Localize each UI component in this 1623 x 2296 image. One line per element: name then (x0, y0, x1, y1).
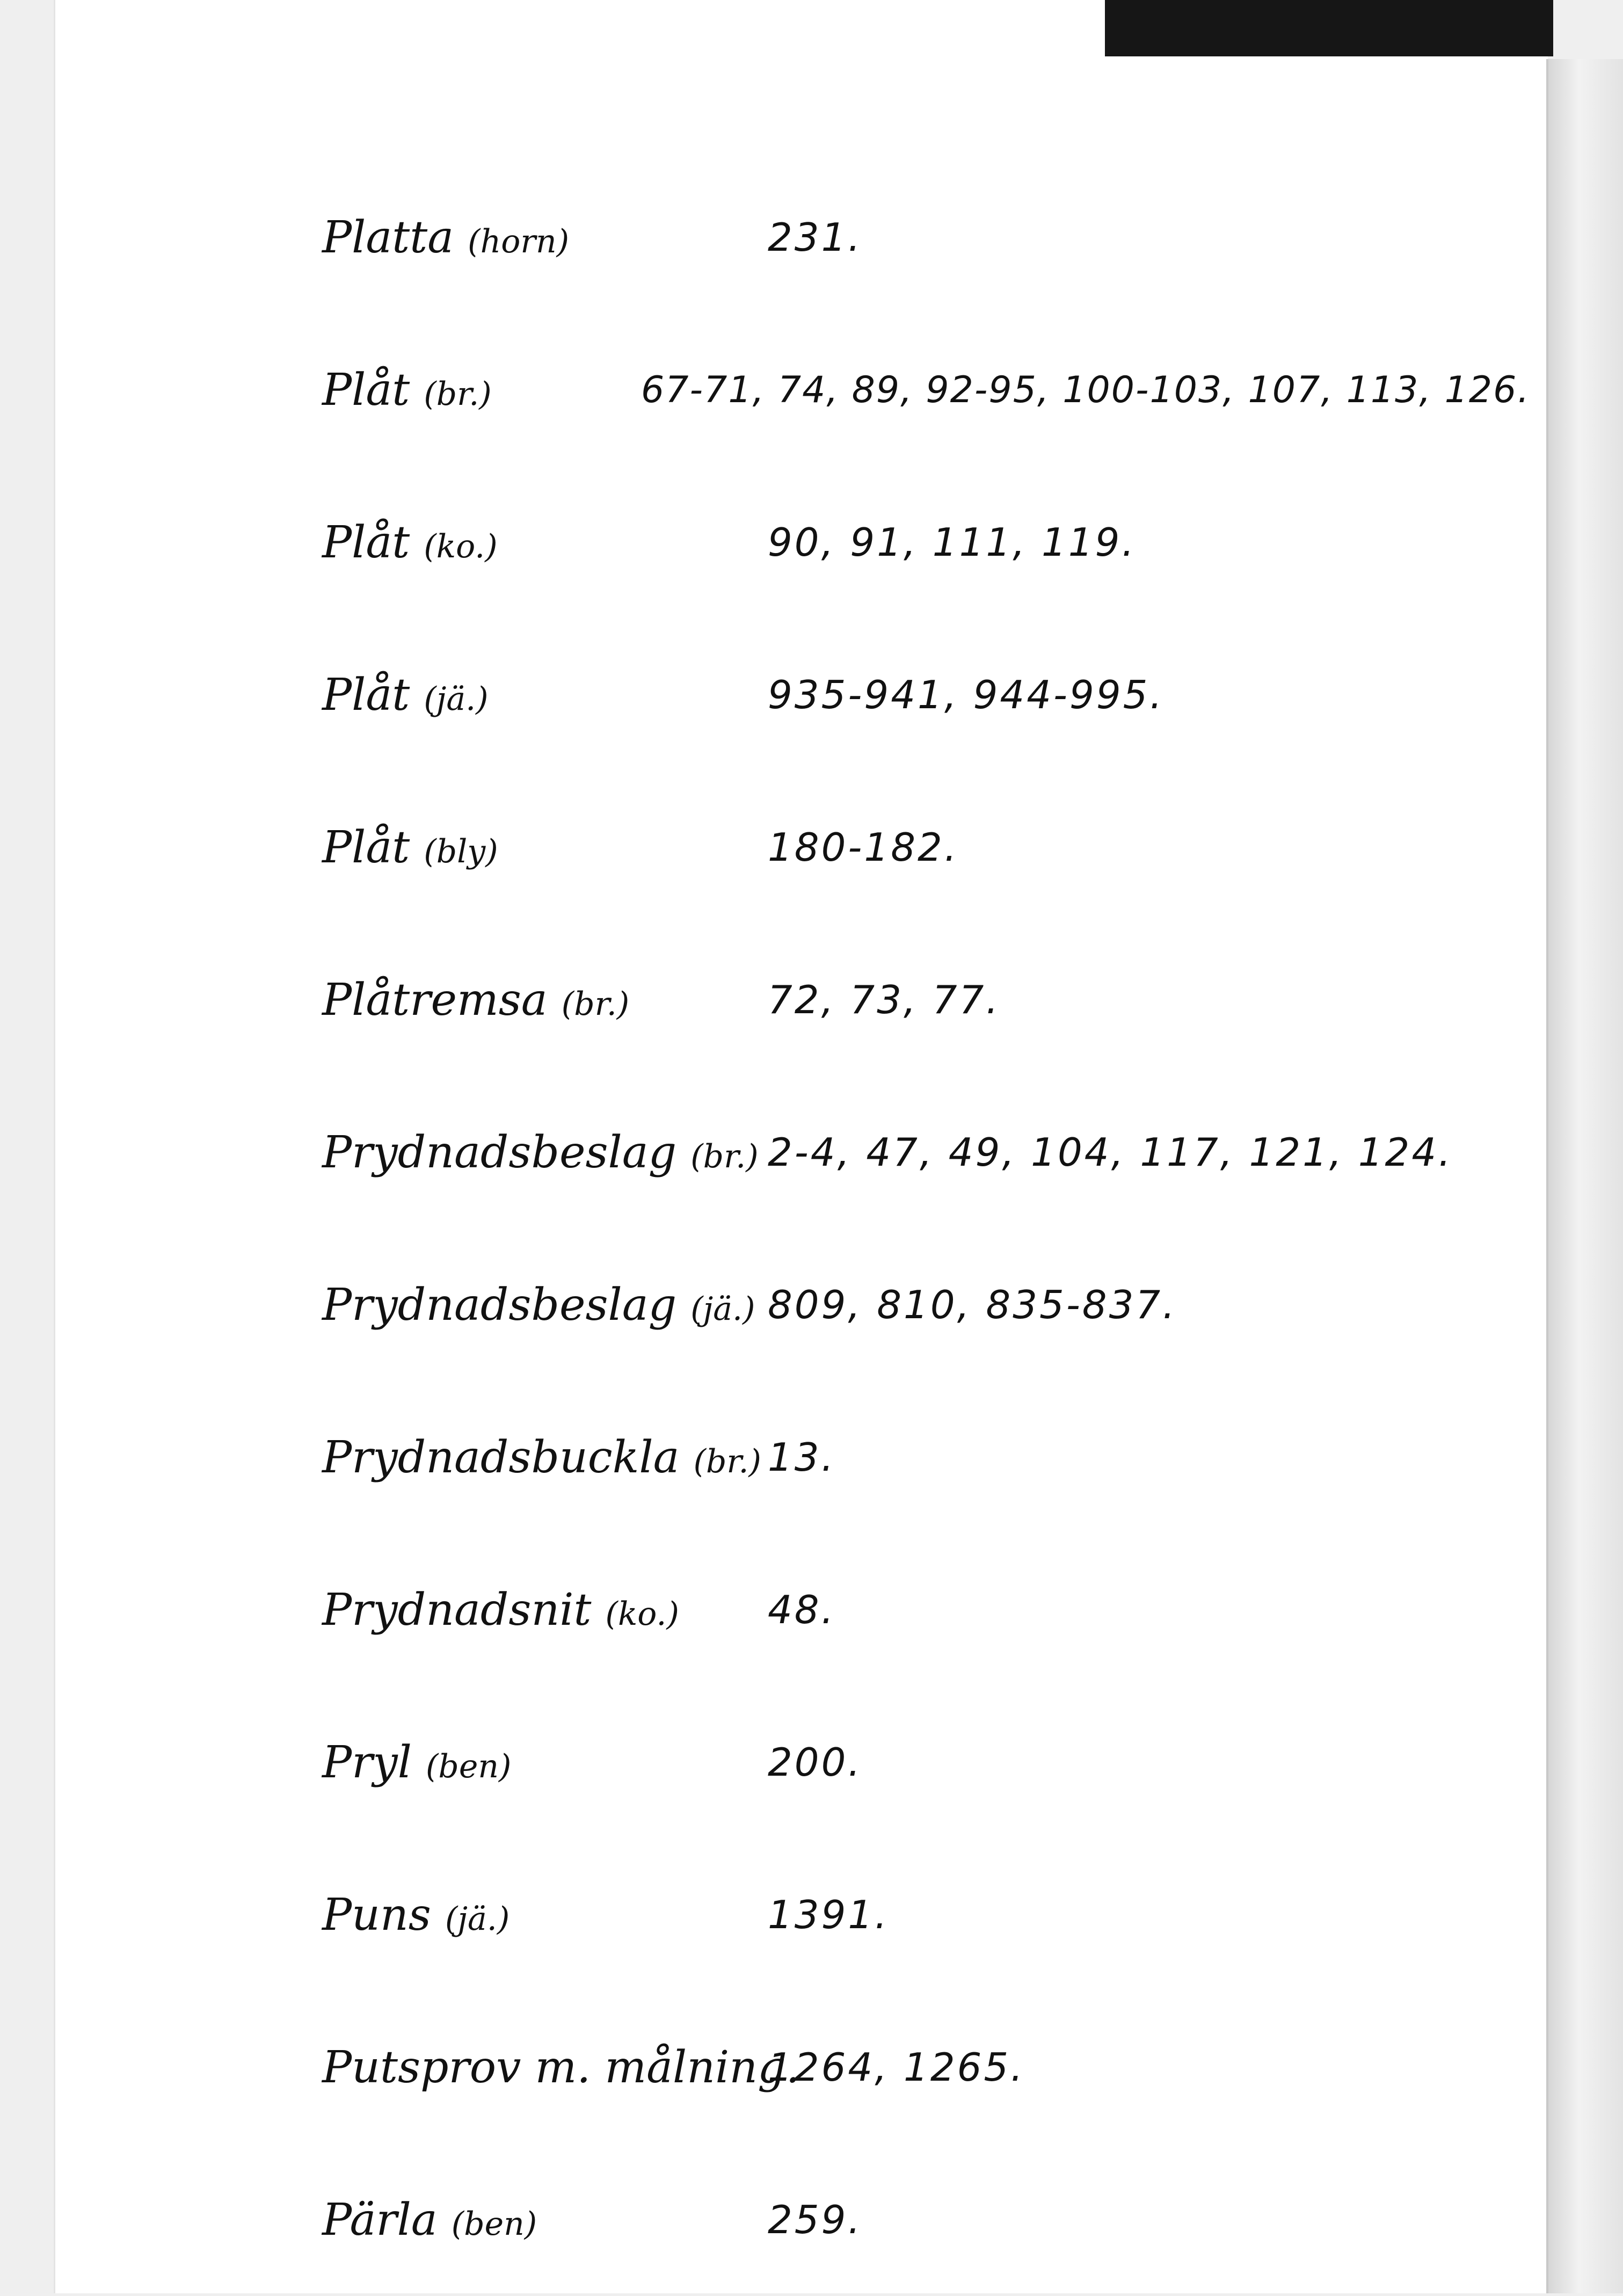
index-entry (322, 1076, 1530, 1229)
index-entry (322, 771, 1530, 924)
index-entry (322, 619, 1530, 771)
entry-references: 48. (768, 1587, 836, 1632)
entry-references: 935-941, 944-995. (768, 672, 1165, 717)
index-entry-list (322, 161, 1530, 2296)
entry-references: 809, 810, 835-837. (768, 1282, 1177, 1327)
entry-term: Prydnadsnit (ko.) (322, 1584, 679, 1636)
index-entry (322, 1839, 1530, 1991)
entry-term: Plåt (jä.) (322, 669, 489, 721)
index-entry (322, 466, 1530, 619)
entry-term: Puns (jä.) (322, 1889, 510, 1941)
entry-qualifier: (ben) (451, 2205, 537, 2243)
entry-term: Plåt (bly) (322, 822, 498, 873)
entry-qualifier: (br.) (424, 375, 492, 413)
entry-references: 180-182. (768, 825, 959, 870)
entry-references: 2-4, 47, 49, 104, 117, 121, 124. (768, 1130, 1453, 1175)
entry-term: Plåtremsa (br.) (322, 974, 630, 1026)
entry-references: 200. (768, 1740, 863, 1785)
entry-references: 1391. (768, 1892, 890, 1937)
entry-qualifier: (jä.) (424, 680, 489, 718)
entry-qualifier: (jä.) (690, 1290, 755, 1328)
entry-references: 1264, 1265. (768, 2045, 1025, 2090)
entry-term: Platta (horn) (322, 212, 570, 263)
index-entry (322, 161, 1530, 314)
entry-term: Plåt (ko.) (322, 517, 498, 568)
entry-references: 231. (768, 215, 863, 260)
index-entry (322, 2144, 1530, 2296)
entry-qualifier: (br.) (693, 1442, 761, 1480)
book-spine-edge (1546, 59, 1623, 2293)
entry-term: Pärla (ben) (322, 2194, 537, 2246)
index-entry (322, 1991, 1530, 2144)
entry-references: 67-71, 74, 89, 92-95, 100-103, 107, 113, 126. (641, 368, 1530, 411)
entry-term: Prydnadsbeslag (br.) (322, 1127, 759, 1178)
index-entry (322, 1686, 1530, 1839)
entry-term: Prydnadsbeslag (jä.) (322, 1279, 755, 1331)
entry-term: Plåt (br.) (322, 364, 492, 416)
index-entry (322, 314, 1530, 466)
entry-qualifier: (ko.) (424, 527, 498, 565)
entry-references: 13. (768, 1435, 836, 1480)
entry-references: 259. (768, 2197, 863, 2242)
entry-references: 90, 91, 111, 119. (768, 520, 1137, 565)
scan-edge-shadow (1105, 0, 1553, 56)
entry-qualifier: (horn) (468, 222, 570, 260)
index-entry (322, 1534, 1530, 1686)
entry-qualifier: (ben) (426, 1747, 512, 1785)
entry-qualifier: (br.) (561, 985, 630, 1023)
entry-qualifier: (ko.) (605, 1595, 679, 1633)
index-entry (322, 1381, 1530, 1534)
entry-term: Putsprov m. målning. (322, 2041, 800, 2093)
entry-term: Pryl (ben) (322, 1736, 512, 1788)
entry-qualifier: (br.) (690, 1137, 759, 1175)
entry-qualifier: (jä.) (445, 1900, 510, 1938)
entry-term: Prydnadsbuckla (br.) (322, 1432, 761, 1483)
index-entry (322, 924, 1530, 1076)
entry-references: 72, 73, 77. (768, 977, 1001, 1022)
entry-qualifier: (bly) (424, 832, 498, 870)
index-entry (322, 1229, 1530, 1381)
